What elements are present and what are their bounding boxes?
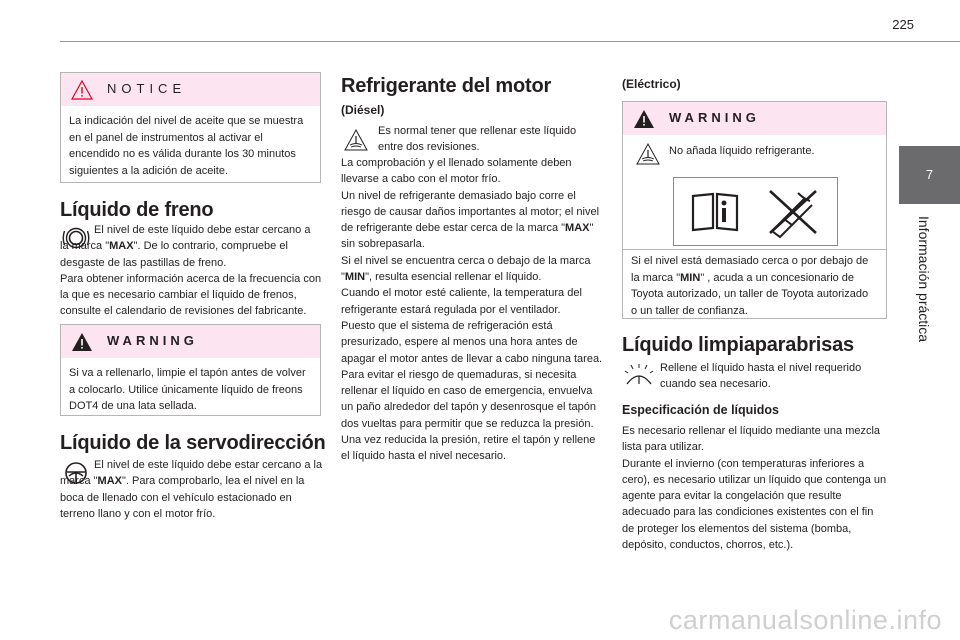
coolant-p3 <box>341 253 605 286</box>
coolant-diesel-note: Es normal tener que rellenar este líquido entre dos revisiones. <box>378 125 577 154</box>
brake-text-intro: El nivel de este líquido debe estar cercano a la marca " <box>60 224 311 253</box>
coolant-warning-text-a: Si el nivel está demasiado cerca o por debajo de la marca " <box>631 255 869 284</box>
coolant-p5: Puesto que el sistema de refrigeración está presurizado, espere al menos una hora antes de apagar el motor antes de llevar a cabo ninguna tarea. <box>341 319 603 365</box>
coolant-warning-min-mark: MIN <box>680 271 701 284</box>
coolant-warning-text-b: " , acuda a un concesionario de Toyota autorizado, un taller de Toyota autorizado o un taller de confianza. <box>631 271 869 317</box>
watermark: carmanualsonline.info <box>668 605 942 635</box>
coolant-p2b: " sin sobrepasarla. <box>341 222 594 251</box>
warning-icon <box>633 109 655 129</box>
coolant-warning-title: WARNING <box>669 110 760 125</box>
steering-text-rest: ". Para comprobarlo, lea el nivel en la boca de llenado con el vehículo estacionado en terreno llano y con el motor frío. <box>60 475 305 520</box>
warning-outline-icon <box>71 80 93 100</box>
coolant-electric-label: (Eléctrico) <box>622 77 681 91</box>
coolant-p1: La comprobación y el llenado solamente deben llevarse a cabo con el motor frío. <box>341 157 572 186</box>
coolant-p6: Para evitar el riesgo de quemaduras, si necesita rellenar el líquido en caso de emergencia, envuelva un paño alrededor del tapón y desenrosque el tapón dos vueltas para permitir que se reduzca la presión. <box>341 368 597 430</box>
coolant-p3b: ", resulta esencial rellenar el líquido. <box>365 271 542 284</box>
page-number: 225 <box>892 17 914 32</box>
coolant-min-mark: MIN <box>344 271 366 284</box>
coolant-level-icon <box>635 142 661 166</box>
manual-info-icon <box>690 190 740 232</box>
brake-max-mark: MAX <box>109 240 134 253</box>
warning-icon <box>71 332 93 352</box>
brake-fluid-text <box>60 222 322 320</box>
brake-warning-title: WARNING <box>107 333 198 348</box>
steering-text-intro: El nivel de este líquido debe estar cercano a la marca " <box>60 459 323 488</box>
coolant-p2a: Un nivel de refrigerante demasiado bajo corre el riesgo de causar daños importantes al motor; el nivel de refrigerante debe estar cerca de la marca " <box>341 189 600 235</box>
coolant-p3a: Si el nivel se encuentra cerca o debajo de la marca " <box>341 254 591 284</box>
coolant-warning-box <box>622 101 887 319</box>
brake-text-rest: ". De lo contrario, compruebe el desgaste de las pastillas de freno. Para obtener información acerca de la frecuencia con la que es necesario cambiar el líquido de frenos, consulte el calendario de revisiones del fabricante. <box>60 240 322 318</box>
notice-header <box>61 73 320 106</box>
washer-p2: Durante el invierno (con temperaturas inferiores a cero), es necesario utilizar un líquido que contenga un agente para evitar la congelación que resulte adecuado para las condiciones existentes con el fin de proteger los elementos del sistema (bomba, depósito, conductos, chorros, etc.). <box>622 457 887 552</box>
notice-title: NOTICE <box>107 81 187 96</box>
no-refill-icon <box>764 185 822 239</box>
steering-max-mark: MAX <box>97 475 122 488</box>
coolant-warning-icon-text: No añada líquido refrigerante. <box>669 145 815 157</box>
washer-spec-heading: Especificación de líquidos <box>622 403 779 417</box>
coolant-p2 <box>341 188 605 253</box>
notice-text: La indicación del nivel de aceite que se muestra en el panel de instrumentos al activar el encendido no es válida durante los 30 minutos siguientes a la adición de aceite. <box>69 115 304 177</box>
coolant-body <box>341 155 605 465</box>
coolant-check-icon <box>343 128 369 152</box>
coolant-warning-text <box>631 253 876 319</box>
header-rule <box>60 41 960 42</box>
washer-icon-text: Rellene el líquido hasta el nivel requerido cuando sea necesario. <box>660 362 862 391</box>
coolant-warning-divider <box>623 249 886 250</box>
washer-fluid-icon <box>624 364 654 386</box>
chapter-tab[interactable]: 7 <box>899 146 960 204</box>
coolant-heading: Refrigerante del motor <box>341 75 552 97</box>
manual-no-refill-image <box>673 177 838 246</box>
washer-body <box>622 423 887 553</box>
chapter-label: Información práctica <box>916 216 932 343</box>
power-steering-heading: Líquido de la servodirección <box>60 432 326 454</box>
notice-box <box>60 72 321 183</box>
coolant-p7: Una vez reducida la presión, retire el tapón y rellene el líquido hasta el nivel necesario. <box>341 434 596 463</box>
washer-p1: Es necesario rellenar el líquido mediante una mezcla lista para utilizar. <box>622 425 881 454</box>
coolant-max-mark: MAX <box>565 222 590 235</box>
brake-warning-header <box>61 325 320 358</box>
coolant-warning-header <box>623 102 886 135</box>
brake-fluid-heading: Líquido de freno <box>60 199 214 221</box>
coolant-diesel-label: (Diésel) <box>341 103 385 117</box>
power-steering-text <box>60 457 324 522</box>
washer-heading: Líquido limpiaparabrisas <box>622 334 854 356</box>
coolant-p4: Cuando el motor esté caliente, la temperatura del refrigerante estará regulada por el ventilador. <box>341 287 582 316</box>
brake-warning-box <box>60 324 321 416</box>
brake-warning-text: Si va a rellenarlo, limpie el tapón antes de volver a colocarlo. Utilice únicamente líquido de freons DOT4 de una lata sellada. <box>69 367 306 412</box>
